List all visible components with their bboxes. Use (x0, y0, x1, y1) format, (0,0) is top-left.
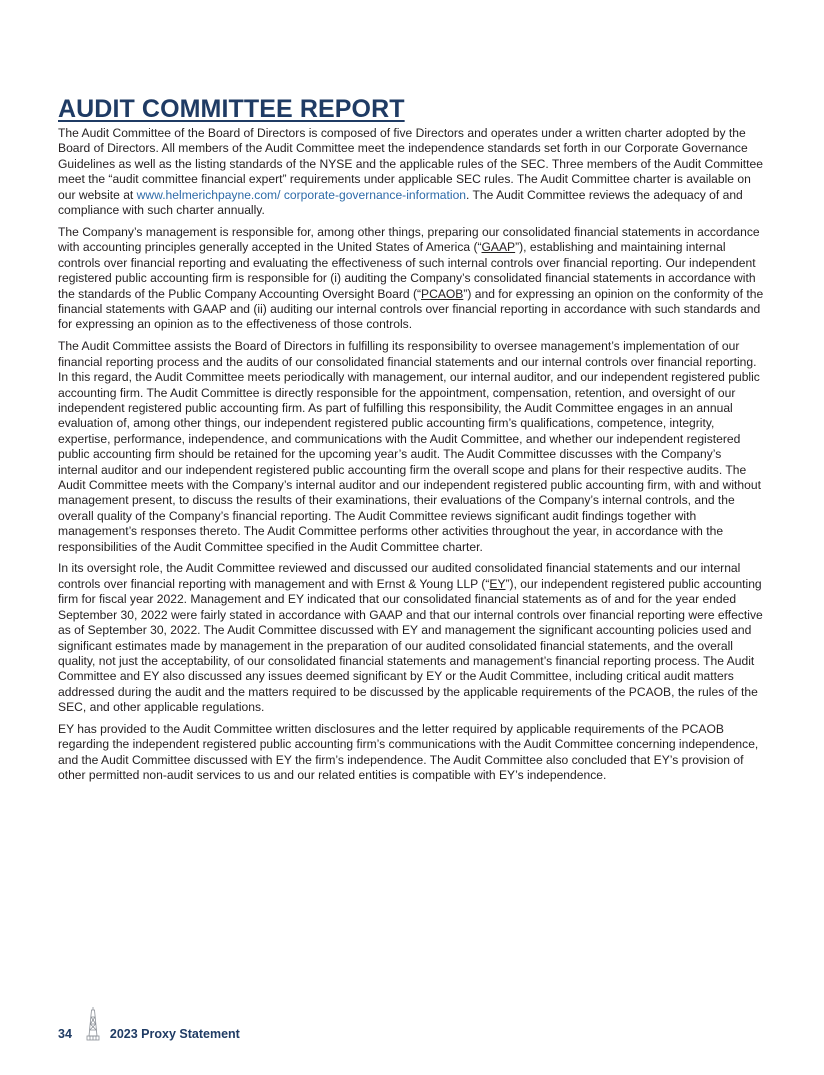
page-title: AUDIT COMMITTEE REPORT (58, 95, 405, 123)
paragraph-oversight-role (58, 561, 764, 715)
paragraph-committee-oversight: The Audit Committee assists the Board of Directors in fulfilling its responsibility to oversee management’s implementation of our financial reporting process and the audits of our consolidated financial statements and our internal controls over financial reporting. In this regard, the Audit Committee meets periodically with management, our internal auditor, and our independent registered public accounting firm. The Audit Committee is directly responsible for the appointment, compensation, retention, and oversight of our independent registered public accounting firm. As part of fulfilling this responsibility, the Audit Committee engages in an annual evaluation of, among other things, our independent registered public accounting firm’s qualifications, competence, integrity, expertise, performance, independence, and communications with the Audit Committee, and whether our independent registered public accounting firm should be retained for the upcoming year’s audit. The Audit Committee discusses with the Company’s internal auditor and our independent registered public accounting firm the overall scope and plans for their respective audits. The Audit Committee meets with the Company’s internal auditor and our independent registered public accounting firm, with and without management present, to discuss the results of their examinations, their evaluations of the Company’s internal controls, and the overall quality of the Company’s financial reporting. The Audit Committee reviews significant audit findings together with management’s responses thereto. The Audit Committee performs other activities throughout the year, in accordance with the responsibilities of the Audit Committee specified in the Audit Committee charter. (58, 339, 761, 554)
paragraph-text: ”) and for expressing an opinion on the conformity of the financial statements with GAAP and (ii) auditing our internal controls over financial reporting in accordance with such standards and for expressing an opinion as to the effectiveness of those controls. (58, 286, 764, 332)
page-footer (58, 1002, 240, 1042)
paragraph-text: The Audit Committee of the Board of Directors is composed of five Directors and operates under a written charter adopted by the Board of Directors. All members of the Audit Committee meet the independence standards set forth in our Corporate Governance Guidelines as well as the listing standards of the NYSE and the applicable rules of the SEC. Three members of the Audit Committee meet the “audit committee financial expert” requirements under applicable SEC rules. The Audit Committee charter is available on our website at (58, 126, 763, 202)
governance-website-link[interactable]: www.helmerichpayne.com/ corporate-governance-information (136, 187, 467, 202)
derrick-logo-icon (86, 1006, 100, 1042)
paragraph-management-responsibility (58, 225, 764, 333)
report-section (58, 94, 764, 790)
ey-defined-term: EY (489, 576, 506, 591)
pcaob-defined-term: PCAOB (421, 286, 464, 301)
paragraph-text: . The Audit Committee reviews the adequacy of and compliance with such charter annually. (58, 187, 743, 218)
document-name: 2023 Proxy Statement (109, 1027, 240, 1041)
paragraph-text: ”), our independent registered public accounting firm for fiscal year 2022. Management and EY indicated that our consolidated financial statements as of and for the year ended September 30, 2022 were fairly stated in accordance with GAAP and that our internal controls over financial reporting were effective as of September 30, 2022. The Audit Committee discussed with EY and management the significant accounting policies used and significant estimates made by management in the preparation of our audited consolidated financial statements, and the overall quality, not just the acceptability, of our consolidated financial statements and management’s financial reporting process. The Audit Committee and EY also discussed any issues deemed significant by EY or the Audit Committee, including critical audit matters addressed during the audit and the matters required to be discussed by the applicable requirements of the PCAOB, the rules of the SEC, and other applicable regulations. (58, 576, 763, 715)
page-number: 34 (58, 1027, 72, 1041)
paragraph-text: The Company’s management is responsible for, among other things, preparing our consolidated financial statements in accordance with accounting principles generally accepted in the United States of America (“ (58, 224, 760, 255)
paragraph-committee-composition (58, 126, 764, 218)
paragraph-ey-independence: EY has provided to the Audit Committee written disclosures and the letter required by applicable requirements of the PCAOB regarding the independent registered public accounting firm’s communications with the Audit Committee concerning independence, and the Audit Committee discussed with EY the firm’s independence. The Audit Committee also concluded that EY’s provision of other permitted non-audit services to us and our related entities is compatible with EY’s independence. (58, 722, 759, 783)
paragraph-text: ”), establishing and maintaining internal controls over financial reporting and evaluating the effectiveness of such internal controls over financial reporting. Our independent registered public accounting firm is responsible for (i) auditing the Company’s consolidated financial statements in accordance with the standards of the Public Company Accounting Oversight Board (“ (58, 240, 756, 301)
paragraph-text: In its oversight role, the Audit Committee reviewed and discussed our audited consolidated financial statements and our internal controls over financial reporting with management and with Ernst & Young LLP (“ (58, 561, 741, 591)
gaap-defined-term: GAAP (481, 240, 516, 255)
